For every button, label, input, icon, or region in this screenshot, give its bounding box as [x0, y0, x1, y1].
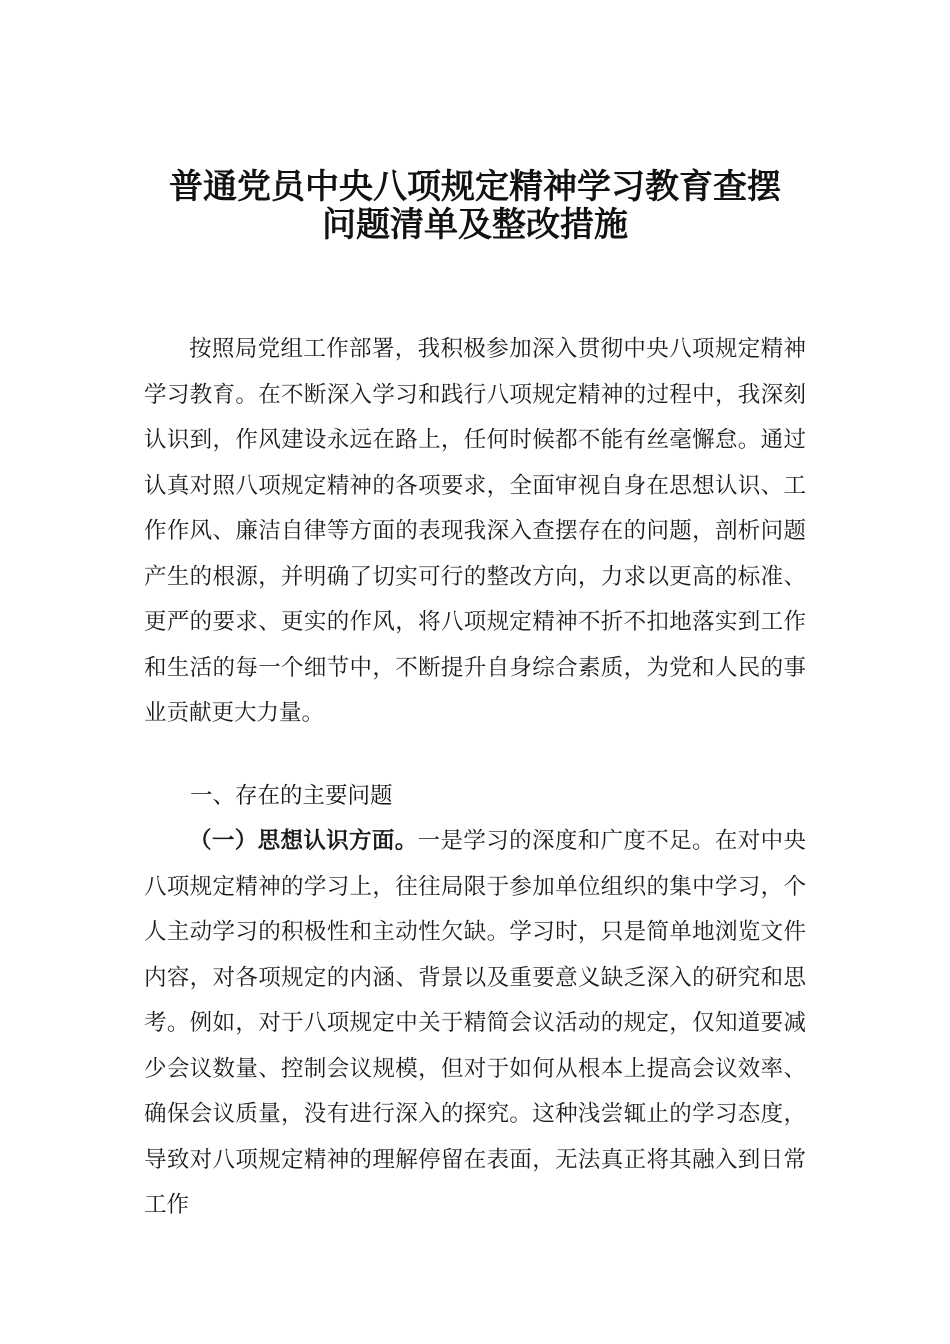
document-title-line-1: 普通党员中央八项规定精神学习教育查摆	[169, 167, 781, 207]
subsection-text: 一是学习的深度和广度不足。在对中央八项规定精神的学习上，往往局限于参加单位组织的集中学习，个人主动学习的积极性和主动性欠缺。学习时，只是简单地浏览文件内容，对各项规定的内涵、背景以及重要意义缺乏深入的研究和思考。例如，对于八项规定中关于精简会议活动的规定，仅知道要减少会议数量、控制会议规模，但对于如何从根本上提高会议效率、确保会议质量，没有进行深入的探究。这种浅尝辄止的学习态度，导致对八项规定精神的理解停留在表面，无法真正将其融入到日常工作	[144, 828, 806, 1218]
section-heading: 一、存在的主要问题	[190, 783, 393, 809]
subsection-paragraph	[144, 819, 806, 1229]
intro-paragraph: 按照局党组工作部署，我积极参加深入贯彻中央八项规定精神学习教育。在不断深入学习和践行八项规定精神的过程中，我深刻认识到，作风建设永远在路上，任何时候都不能有丝毫懈怠。通过认真对照八项规定精神的各项要求，全面审视自身在思想认识、工作作风、廉洁自律等方面的表现我深入查摆存在的问题，剖析问题产生的根源，并明确了切实可行的整改方向，力求以更高的标准、更严的要求、更实的作风，将八项规定精神不折不扣地落实到工作和生活的每一个细节中，不断提升自身综合素质，为党和人民的事业贡献更大力量。	[144, 336, 806, 726]
subsection-label: （一）思想认识方面。	[189, 828, 418, 854]
document-title-line-2: 问题清单及整改措施	[322, 205, 628, 245]
